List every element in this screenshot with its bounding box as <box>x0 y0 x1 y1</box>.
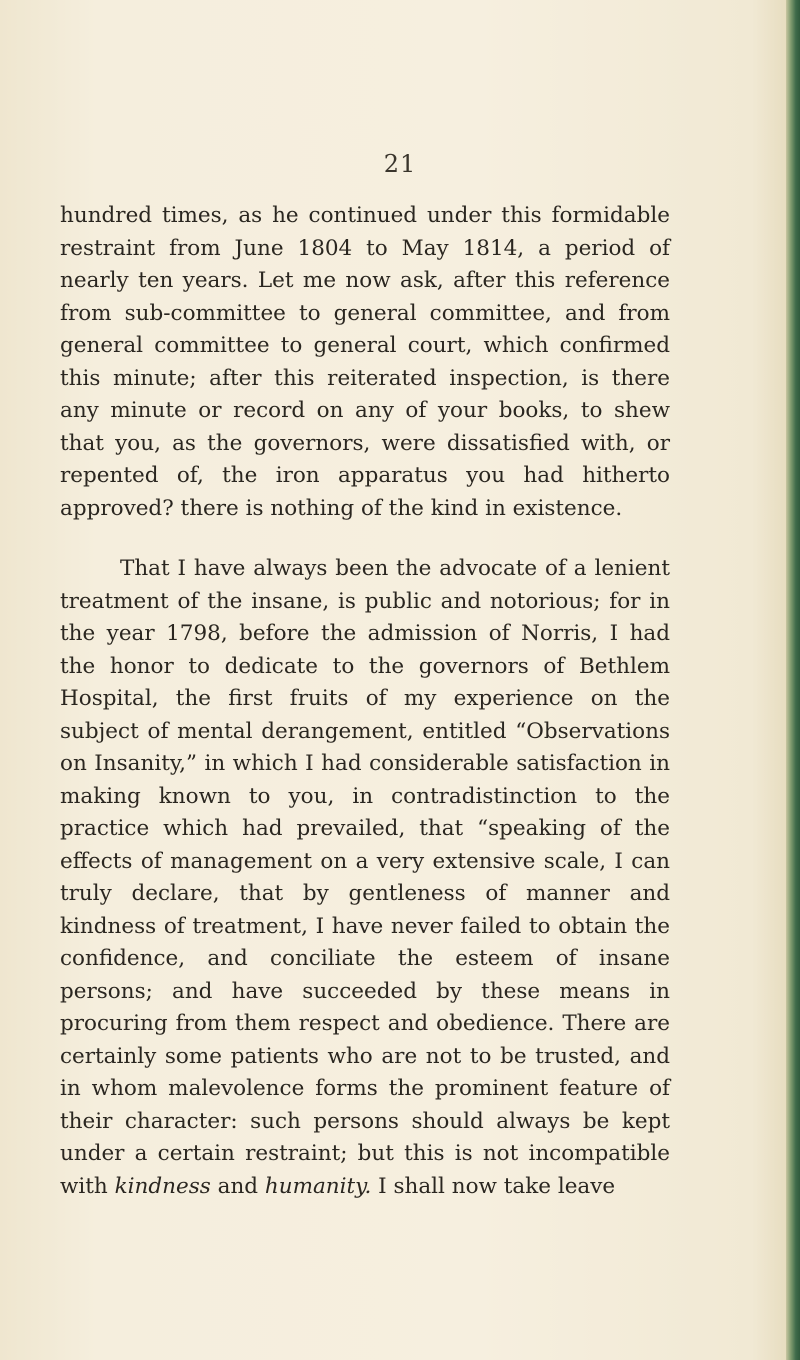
body-text <box>60 200 670 1203</box>
word-and: and <box>217 1173 259 1199</box>
page-number: 21 <box>383 150 417 178</box>
paragraph-lenient-treatment <box>60 553 670 1203</box>
paragraph-main-text: That I have always been the advocate of a lenient treatment of the insane, is public and notorious; for in the year 1798, before the admission of Norris, I had the honor to dedicate to the governors of Bethlem Hospital, the first fruits of my experience on the subject of mental derangement, entitled “Observations on Insanity,” in which I had considerable satisfaction in making known to you, in contradistinction to the practice which had prevailed, that “speaking of the effects of management on a very extensive scale, I can truly declare, that by gentleness of manner and kindness of treatment, I have never failed to obtain the confidence, and conciliate the esteem of insane persons; and have succeeded by these means in procuring from them respect and obedience. There are certainly some patients who are not to be trusted, and in whom malevolence forms the prominent feature of their character: such persons should always be kept under a certain restraint; but this is not incompatible with <box>60 556 670 1199</box>
paragraph-end-text: I shall now take leave <box>378 1173 616 1199</box>
paragraph-continued: hundred times, as he continued under this formidable restraint from June 1804 to May 1814, a period of nearly ten years. Let me now ask, after this reference from sub-committee to general committee, and from general committee to general court, which confirmed this minute; after this reiterated inspection, is there any minute or record on any of your books, to shew that you, as the governors, were dissatisfied with, or repented of, the iron apparatus you had hitherto approved? there is nothing of the kind in existence. <box>60 203 670 521</box>
binding-edge <box>786 0 800 1360</box>
italic-word-humanity: humanity. <box>264 1173 372 1199</box>
italic-word-kindness: kindness <box>114 1173 211 1199</box>
